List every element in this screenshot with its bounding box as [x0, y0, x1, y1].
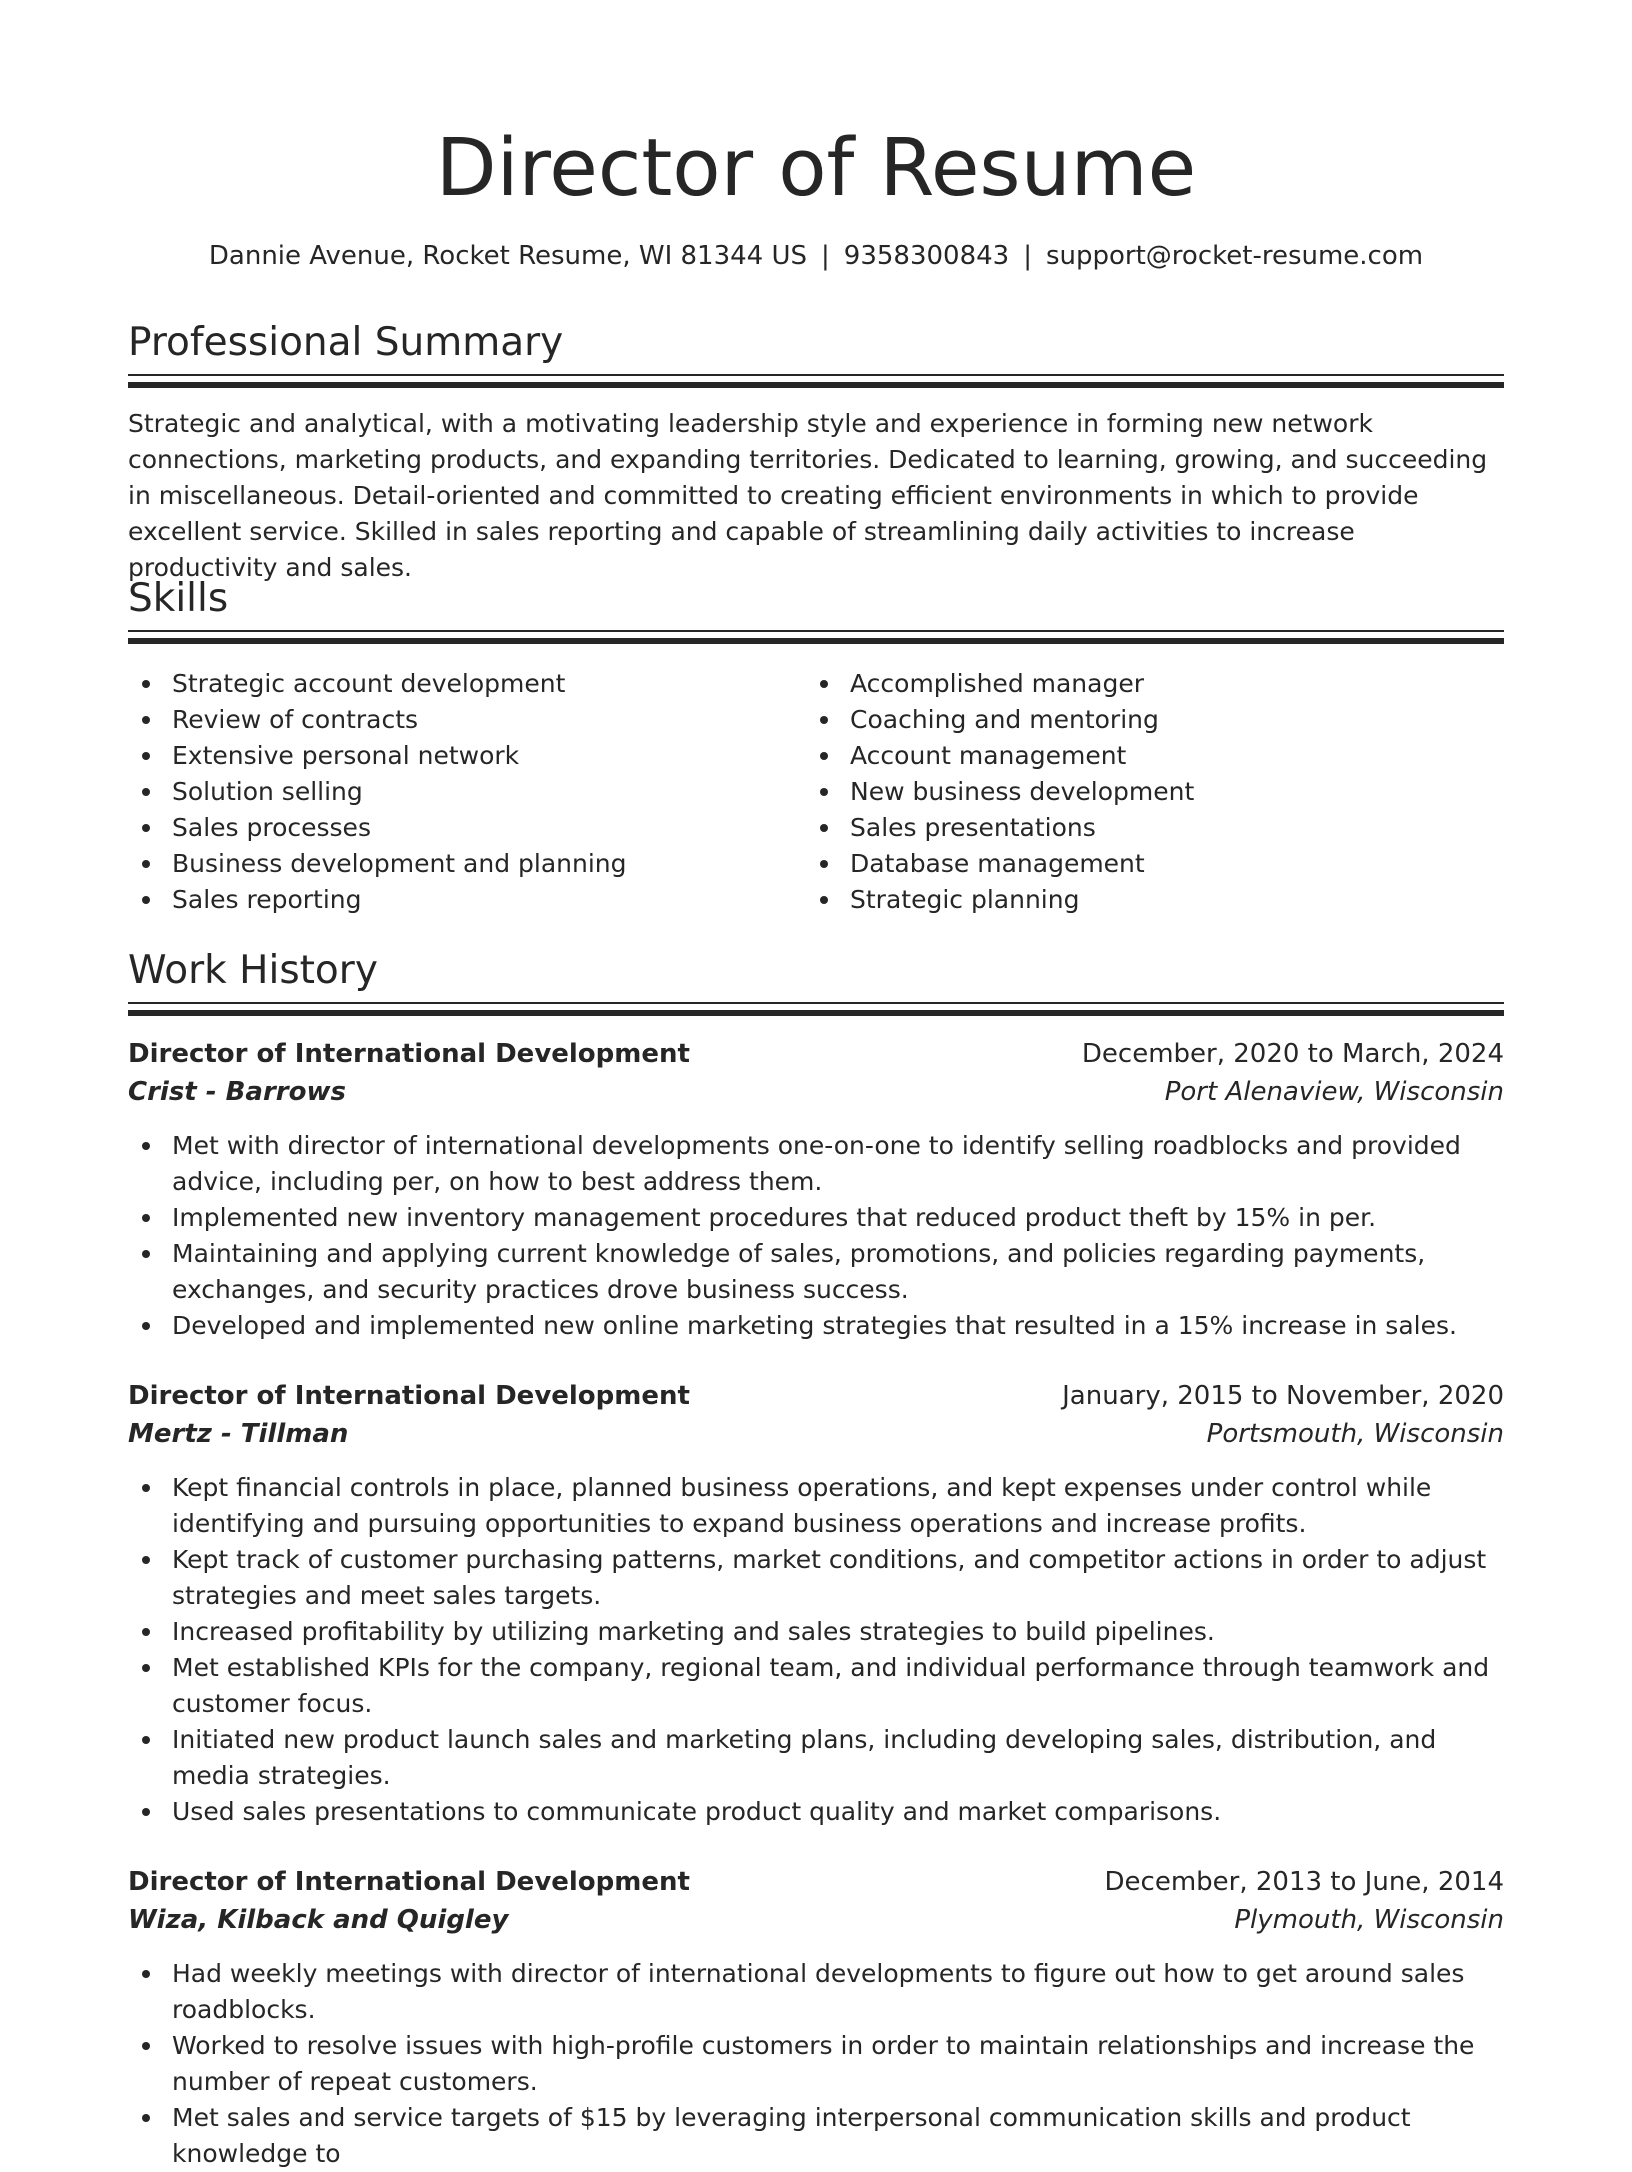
skill-item: Coaching and mentoring [806, 702, 1476, 738]
job-location: Portsmouth, Wisconsin [1206, 1419, 1504, 1449]
skill-item: Account management [806, 738, 1476, 774]
skills-list-left [128, 666, 798, 918]
contact-phone: 9358300843 [843, 241, 1010, 271]
job-bullet: Used sales presentations to communicate product quality and market comparisons. [128, 1794, 1504, 1830]
job-bullet-list [128, 1128, 1504, 1344]
skill-item: Extensive personal network [128, 738, 798, 774]
job-header [128, 1036, 1504, 1116]
skill-item: Sales processes [128, 810, 798, 846]
job-bullet: Initiated new product launch sales and marketing plans, including developing sales, distribution, and media strategies. [128, 1722, 1504, 1794]
job-title: Director of International Development [128, 1039, 690, 1069]
contact-separator: | [1023, 241, 1032, 271]
job-dates: January, 2015 to November, 2020 [1062, 1381, 1504, 1411]
skill-item: New business development [806, 774, 1476, 810]
section-divider [128, 630, 1504, 642]
contact-separator: | [821, 241, 830, 271]
summary-text: Strategic and analytical, with a motivating leadership style and experience in forming new network connections, marketing products, and expanding territories. Dedicated to learning, growing, and succeeding in miscellaneous. Detail-oriented and committed to creating efficient environments in which to provide excellent service. Skilled in sales reporting and capable of streamlining daily activities to increase productivity and sales. [128, 409, 1488, 582]
job-bullet: Kept financial controls in place, planned business operations, and kept expenses under control while identifying and pursuing opportunities to expand business operations and increase profits. [128, 1470, 1504, 1542]
section-title-skills: Skills [128, 576, 229, 621]
job-bullet: Met with director of international developments one-on-one to identify selling roadblocks and provided advice, including per, on how to best address them. [128, 1128, 1504, 1200]
skills-list-right [806, 666, 1476, 918]
job-location: Port Alenaview, Wisconsin [1164, 1077, 1504, 1107]
job-dates: December, 2013 to June, 2014 [1104, 1867, 1504, 1897]
contact-address: Dannie Avenue, Rocket Resume, WI 81344 US [208, 241, 808, 271]
job-company: Mertz - Tillman [128, 1419, 349, 1449]
job-bullet: Met established KPIs for the company, regional team, and individual performance through teamwork and customer focus. [128, 1650, 1504, 1722]
job-bullet-list [128, 1470, 1504, 1830]
job-bullet-list [128, 1956, 1504, 2172]
section-divider [128, 374, 1504, 386]
job-dates: December, 2020 to March, 2024 [1081, 1039, 1504, 1069]
job-bullet: Kept track of customer purchasing patterns, market conditions, and competitor actions in order to adjust strategies and meet sales targets. [128, 1542, 1504, 1614]
skill-item: Sales presentations [806, 810, 1476, 846]
skill-item: Strategic account development [128, 666, 798, 702]
skill-item: Strategic planning [806, 882, 1476, 918]
job-bullet: Had weekly meetings with director of international developments to figure out how to get around sales roadblocks. [128, 1956, 1504, 2028]
section-title-summary: Professional Summary [128, 320, 564, 365]
skill-item: Review of contracts [128, 702, 798, 738]
resume-name: Director of Resume [435, 122, 1197, 214]
skill-item: Database management [806, 846, 1476, 882]
job-bullet: Implemented new inventory management procedures that reduced product theft by 15% in per. [128, 1200, 1504, 1236]
job-bullet: Maintaining and applying current knowledge of sales, promotions, and policies regarding payments, exchanges, and security practices drove business success. [128, 1236, 1504, 1308]
job-bullet: Developed and implemented new online marketing strategies that resulted in a 15% increase in sales. [128, 1308, 1504, 1344]
skill-item: Business development and planning [128, 846, 798, 882]
job-title: Director of International Development [128, 1381, 690, 1411]
job-header [128, 1864, 1504, 1944]
job-company: Crist - Barrows [128, 1077, 346, 1107]
job-location: Plymouth, Wisconsin [1234, 1905, 1504, 1935]
job-title: Director of International Development [128, 1867, 690, 1897]
job-header [128, 1378, 1504, 1458]
job-bullet: Met sales and service targets of $15 by leveraging interpersonal communication skills and product knowledge to [128, 2100, 1504, 2172]
contact-line [0, 238, 1632, 274]
skill-item: Accomplished manager [806, 666, 1476, 702]
section-divider [128, 1002, 1504, 1014]
job-bullet: Increased profitability by utilizing marketing and sales strategies to build pipelines. [128, 1614, 1504, 1650]
skill-item: Sales reporting [128, 882, 798, 918]
contact-email[interactable]: support@rocket-resume.com [1045, 241, 1424, 271]
skill-item: Solution selling [128, 774, 798, 810]
job-bullet: Worked to resolve issues with high-profile customers in order to maintain relationships and increase the number of repeat customers. [128, 2028, 1504, 2100]
job-company: Wiza, Kilback and Quigley [128, 1905, 509, 1935]
section-title-work-history: Work History [128, 948, 378, 993]
